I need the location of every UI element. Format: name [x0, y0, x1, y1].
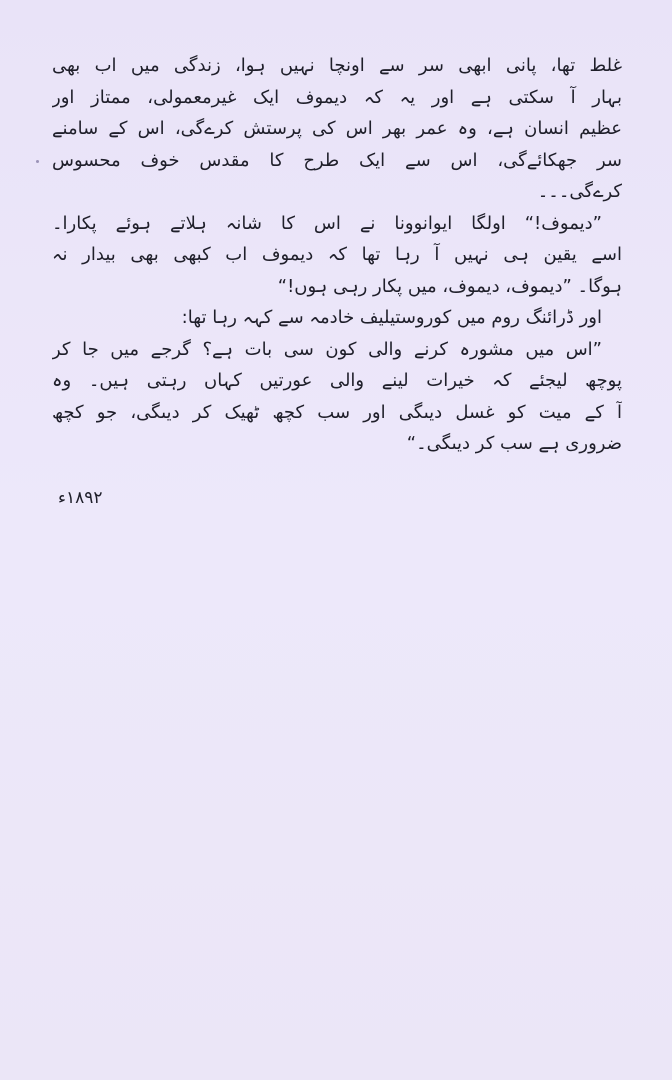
text-line: اسے یقین ہی نہیں آ رہا تھا کہ دیموف اب کبھی بھی بیدار نہ	[52, 244, 622, 265]
publication-year: ۱۸۹۲ء	[58, 488, 103, 508]
paragraph-3	[52, 302, 622, 334]
text-line: ہوگا۔ ”دیموف، دیموف، میں پکار رہی ہوں!“	[277, 275, 622, 297]
text-line: کرےگی۔۔۔	[537, 181, 622, 202]
paragraph-4	[52, 334, 622, 460]
text-line: ”اس میں مشورہ کرنے والی کون سی بات ہے؟ گرجے میں جا کر	[52, 338, 602, 360]
body-text	[52, 50, 622, 460]
text-line: پوچھ لیجئے کہ خیرات لینے والی عورتیں کہاں رہتی ہیں۔ وہ	[52, 370, 622, 391]
text-line: ”دیموف!“ اولگا ایوانوونا نے اس کا شانہ ہلاتے ہوئے پکارا۔	[52, 212, 602, 234]
paragraph-1	[52, 50, 622, 208]
text-line: بہار آ سکتی ہے اور یہ کہ دیموف ایک غیرمعمولی، ممتاز اور	[52, 86, 622, 108]
text-line: غلط تھا، پانی ابھی سر سے اونچا نہیں ہوا، زندگی میں اب بھی	[52, 55, 622, 76]
text-line: عظیم انسان ہے، وہ عمر بھر اس کی پرستش کرےگی، اس کے سامنے	[52, 118, 622, 139]
text-line: سر جھکائےگی، اس سے ایک طرح کا مقدس خوف محسوس	[52, 149, 622, 171]
text-line: ضروری ہے سب کر دیںگی۔“	[406, 433, 622, 454]
paragraph-2	[52, 208, 622, 303]
text-line: اور ڈرائنگ روم میں کوروستیلیف خادمہ سے کہہ رہا تھا:	[181, 307, 602, 328]
text-line: آ کے میت کو غسل دیںگی اور سب کچھ ٹھیک کر دیںگی، جو کچھ	[52, 401, 622, 423]
paper-speck	[36, 160, 39, 163]
